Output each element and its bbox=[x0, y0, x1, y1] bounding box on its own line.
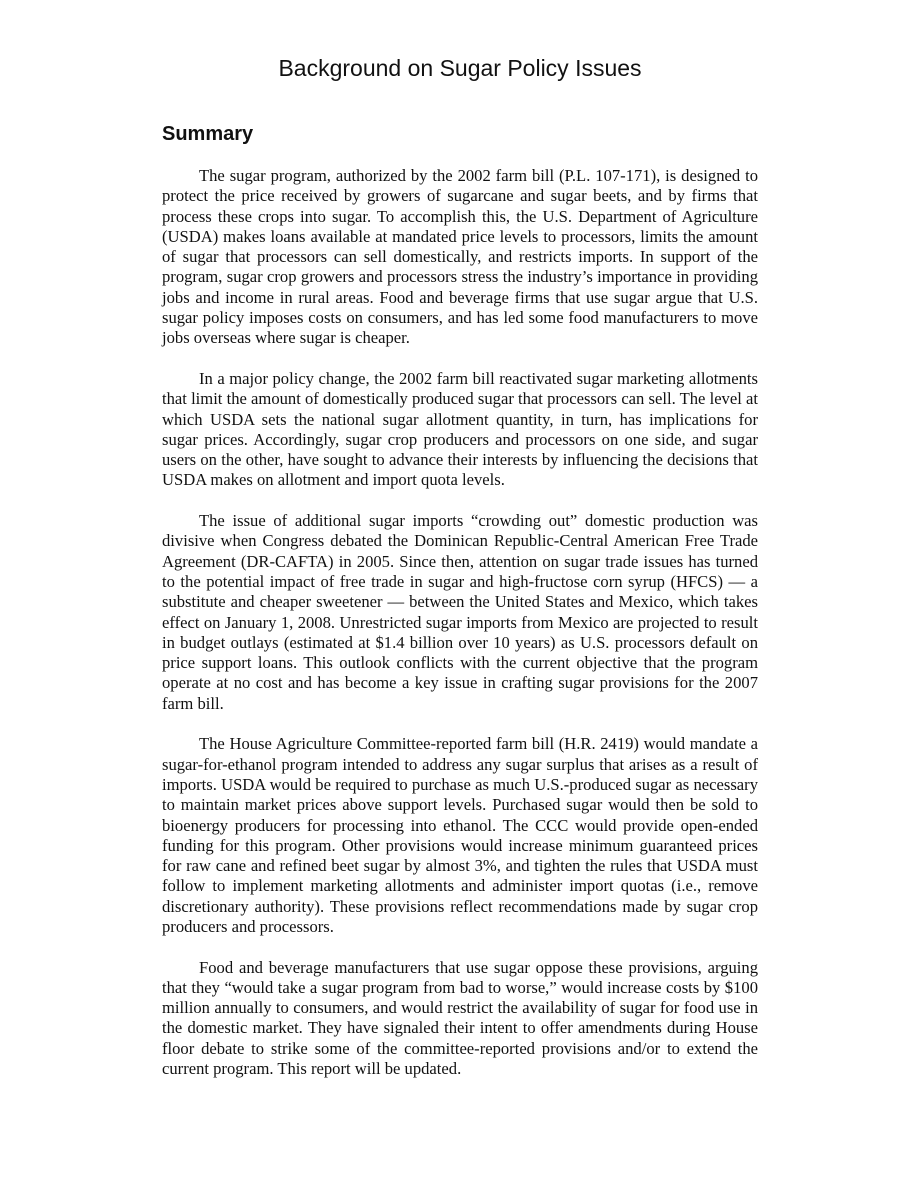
document-title: Background on Sugar Policy Issues bbox=[278, 55, 642, 81]
summary-paragraph-5: Food and beverage manufacturers that use sugar oppose these provisions, arguing that they “would take a sugar program from bad to worse,” would increase costs by $100 million annually to consumers, and would restrict the availability of sugar for food use in the domestic market. They have signaled their intent to offer amendments during House floor debate to strike some of the committee-reported provisions and/or to extend the current program. This report will be updated. bbox=[162, 957, 758, 1079]
summary-paragraph-1: The sugar program, authorized by the 2002 farm bill (P.L. 107-171), is designed to protect the price received by growers of sugarcane and sugar beets, and by firms that process these crops into sugar. To accomplish this, the U.S. Department of Agriculture (USDA) makes loans available at mandated price levels to processors, limits the amount of sugar that processors can sell domestically, and restricts imports. In support of the program, sugar crop growers and processors stress the industry’s importance in providing jobs and income in rural areas. Food and beverage firms that use sugar argue that U.S. sugar policy imposes costs on consumers, and has led some food manufacturers to move jobs overseas where sugar is cheaper. bbox=[162, 166, 758, 348]
summary-paragraph-3: The issue of additional sugar imports “crowding out” domestic production was divisive when Congress debated the Dominican Republic-Central American Free Trade Agreement (DR-CAFTA) in 2005. Since then, attention on sugar trade issues has turned to the potential impact of free trade in sugar and high-fructose corn syrup (HFCS) — a substitute and cheaper sweetener — between the United States and Mexico, which takes effect on January 1, 2008. Unrestricted sugar imports from Mexico are projected to result in budget outlays (estimated at $1.4 billion over 10 years) as U.S. processors default on price support loans. This outlook conflicts with the current objective that the program operate at no cost and has become a key issue in crafting sugar provisions for the 2007 farm bill. bbox=[162, 511, 758, 713]
summary-body bbox=[162, 166, 758, 1100]
summary-heading: Summary bbox=[162, 123, 254, 145]
summary-paragraph-2: In a major policy change, the 2002 farm bill reactivated sugar marketing allotments that limit the amount of domestically produced sugar that processors can sell. The level at which USDA sets the national sugar allotment quantity, in turn, has implications for sugar prices. Accordingly, sugar crop producers and processors on one side, and sugar users on the other, have sought to advance their interests by influencing the decisions that USDA makes on allotment and import quota levels. bbox=[162, 368, 758, 490]
summary-paragraph-4: The House Agriculture Committee-reported farm bill (H.R. 2419) would mandate a sugar-for-ethanol program intended to address any sugar surplus that arises as a result of imports. USDA would be required to purchase as much U.S.-produced sugar as necessary to maintain market prices above support levels. Purchased sugar would then be sold to bioenergy producers for processing into ethanol. The CCC would provide open-ended funding for this program. Other provisions would increase minimum guaranteed prices for raw cane and refined beet sugar by almost 3%, and tighten the rules that USDA must follow to implement marketing allotments and administer import quotas (i.e., remove discretionary authority). These provisions reflect recommendations made by sugar crop producers and processors. bbox=[162, 734, 758, 936]
